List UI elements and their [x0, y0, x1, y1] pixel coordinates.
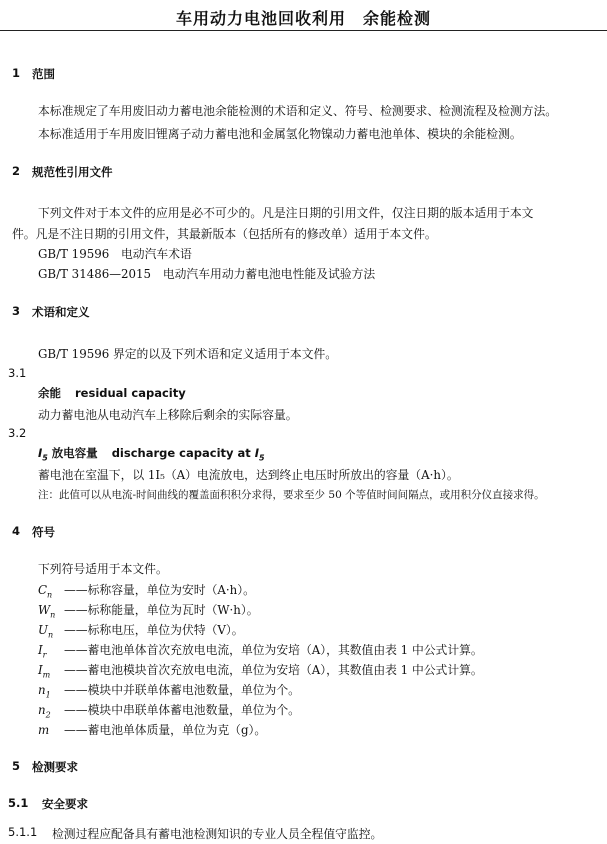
term-3-2-english-symbol: $I_5$ — [254, 446, 265, 463]
symbol-row — [38, 601, 259, 619]
reference-1: GB/T 19596 电动汽车术语 — [38, 247, 192, 261]
term-3-2-term: 放电容量 — [51, 446, 98, 460]
section-2-paragraph-line-1: 下列文件对于本文件的应用是必不可少的。凡是注日期的引用文件，仅注日期的版本适用于本文 — [38, 206, 534, 220]
term-3-2-heading — [38, 445, 265, 462]
symbol-name: $I_r$ — [38, 643, 47, 660]
section-5-1-number: 5.1 — [8, 796, 29, 810]
term-3-2-definition: 蓄电池在室温下，以 1I₅（A）电流放电，达到终止电压时所放出的容量（A·h）。 — [38, 468, 459, 482]
symbol-row — [38, 721, 266, 739]
symbol-name: m — [38, 723, 50, 737]
section-2-number: 2 — [12, 164, 21, 178]
symbol-name: $n_1$ — [38, 683, 51, 700]
symbol-description: ——蓄电池模块首次充放电电流，单位为安培（A），其数值由表 1 中公式计算。 — [64, 663, 483, 677]
term-3-1-heading — [38, 385, 186, 401]
section-3-heading: 术语和定义 — [32, 305, 90, 319]
symbol-description: ——蓄电池单体质量，单位为克（g）。 — [64, 723, 267, 737]
term-3-1-definition: 动力蓄电池从电动汽车上移除后剩余的实际容量。 — [38, 408, 298, 422]
symbol-description: ——模块中串联单体蓄电池数量，单位为个。 — [64, 703, 300, 717]
section-5-number: 5 — [12, 759, 21, 773]
section-2-paragraph-line-2: 件。凡是不注日期的引用文件，其最新版本（包括所有的修改单）适用于本文件。 — [12, 227, 437, 241]
reference-2: GB/T 31486—2015 电动汽车用动力蓄电池电性能及试验方法 — [38, 267, 376, 281]
title-rule — [0, 30, 607, 31]
symbol-name: $n_2$ — [38, 703, 51, 720]
symbol-description: ——标称容量，单位为安时（A·h）。 — [64, 583, 255, 597]
document-title: 车用动力电池回收利用 余能检测 — [175, 9, 431, 28]
section-5-1-heading: 安全要求 — [42, 797, 88, 811]
term-3-2-number: 3.2 — [8, 426, 27, 440]
section-1-number: 1 — [12, 66, 21, 80]
symbol-row — [38, 641, 483, 659]
symbol-description: ——模块中并联单体蓄电池数量，单位为个。 — [64, 683, 300, 697]
term-3-1-term: 余能 — [38, 386, 61, 400]
section-4-heading: 符号 — [32, 525, 55, 539]
symbol-row — [38, 681, 300, 699]
clause-5-1-1-text: 检测过程应配备具有蓄电池检测知识的专业人员全程值守监控。 — [52, 827, 383, 841]
symbol-name: $C_n$ — [38, 583, 53, 600]
symbol-row — [38, 661, 483, 679]
term-3-1-english: residual capacity — [75, 386, 186, 400]
symbol-row — [38, 581, 255, 599]
symbol-name: $W_n$ — [38, 603, 56, 620]
symbol-row — [38, 621, 244, 639]
section-3-intro: GB/T 19596 界定的以及下列术语和定义适用于本文件。 — [38, 347, 338, 361]
symbol-row — [38, 701, 300, 719]
symbol-description: ——标称电压，单位为伏特（V）。 — [64, 623, 244, 637]
section-1-paragraph-2: 本标准适用于车用废旧锂离子动力蓄电池和金属氢化物镍动力蓄电池单体、模块的余能检测。 — [38, 127, 522, 141]
section-5-heading: 检测要求 — [32, 760, 78, 774]
section-4-number: 4 — [12, 524, 21, 538]
symbol-name: $U_n$ — [38, 623, 54, 640]
term-3-1-number: 3.1 — [8, 366, 27, 380]
section-1-paragraph-1: 本标准规定了车用废旧动力蓄电池余能检测的术语和定义、符号、检测要求、检测流程及检测方法。 — [38, 104, 558, 118]
term-3-2-symbol: $I_5$ — [38, 446, 48, 463]
section-1-heading: 范围 — [32, 67, 55, 81]
term-3-2-note: 注：此值可以从电流-时间曲线的覆盖面积积分求得，要求至少 50 个等值时间间隔点，或用积分仪直接求得。 — [38, 489, 545, 501]
section-4-intro: 下列符号适用于本文件。 — [38, 562, 168, 576]
section-3-number: 3 — [12, 304, 21, 318]
clause-5-1-1-number: 5.1.1 — [8, 825, 38, 839]
symbol-name: $I_m$ — [38, 663, 51, 680]
symbol-description: ——蓄电池单体首次充放电电流，单位为安培（A），其数值由表 1 中公式计算。 — [64, 643, 483, 657]
symbol-description: ——标称能量，单位为瓦时（W·h）。 — [64, 603, 259, 617]
section-2-heading: 规范性引用文件 — [32, 165, 113, 179]
term-3-2-english: discharge capacity at — [111, 446, 255, 460]
